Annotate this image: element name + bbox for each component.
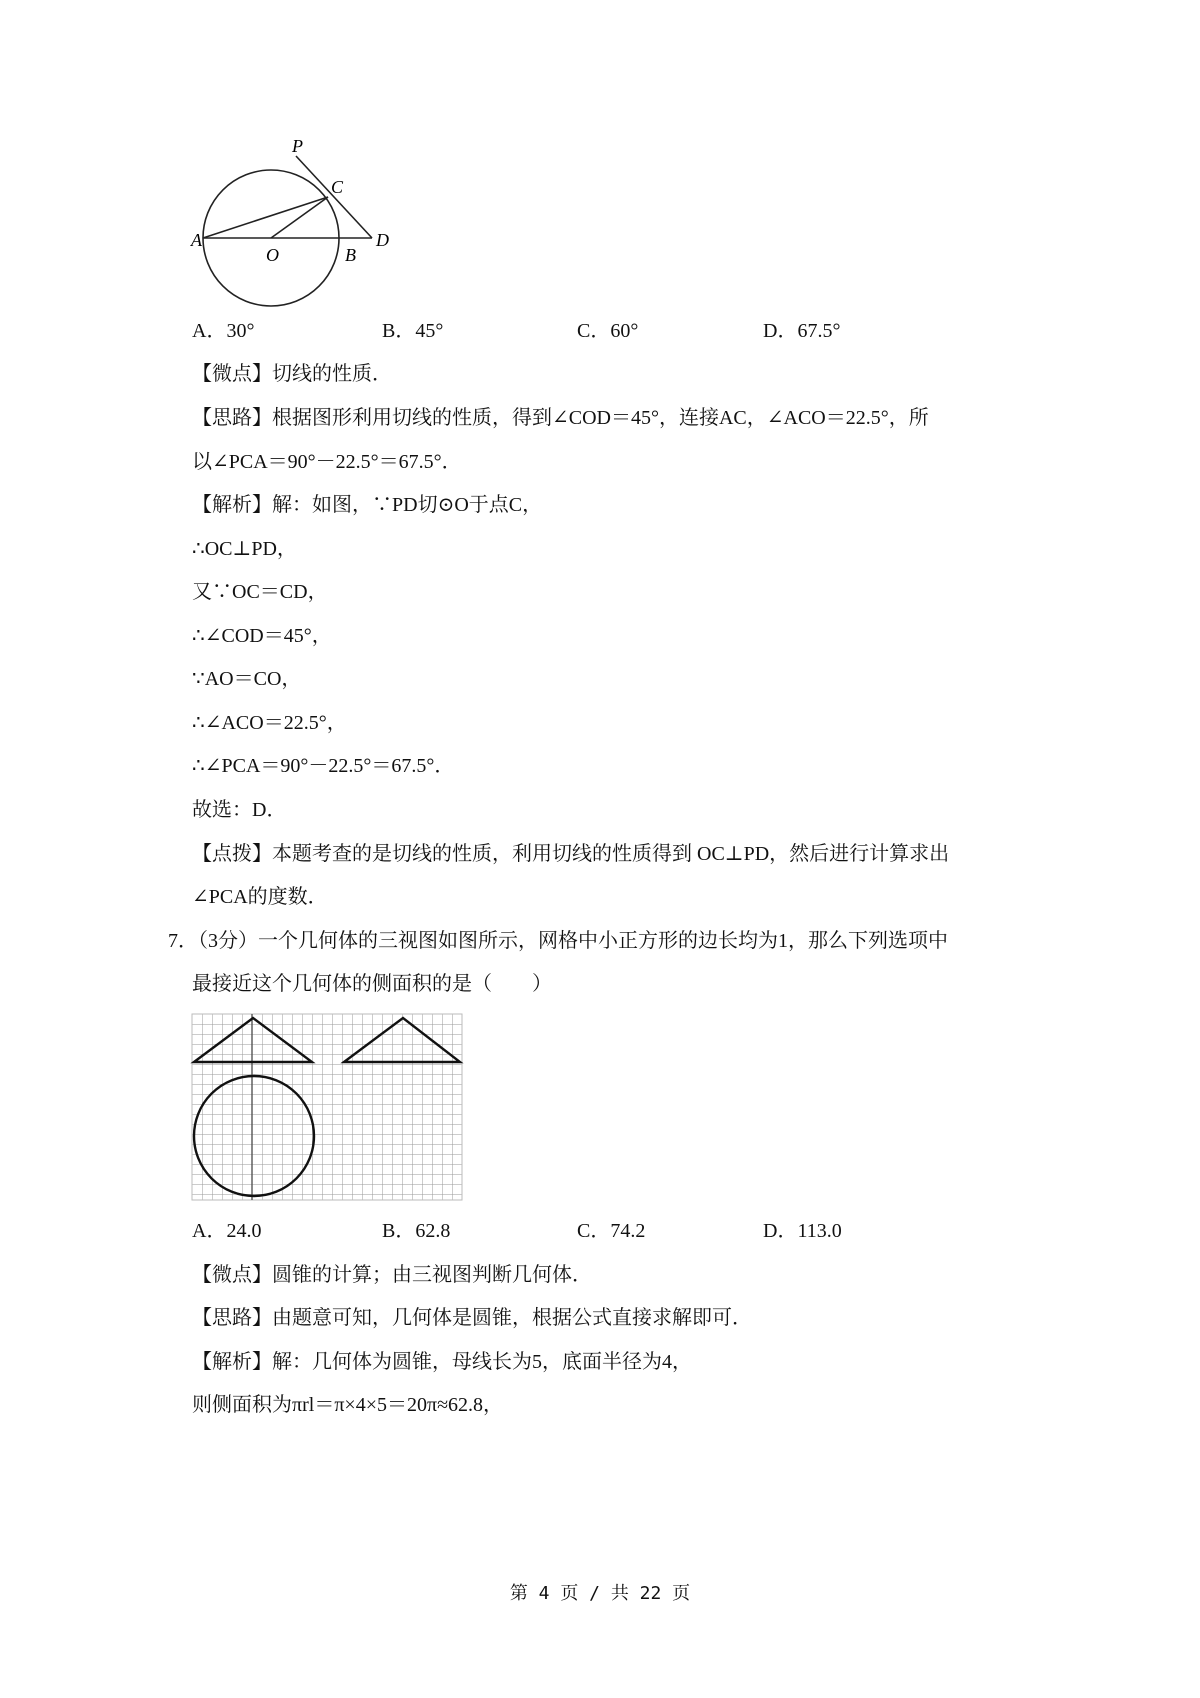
q7-analysis-line2: 则侧面积为πrl＝π×4×5＝20π≈62.8，	[192, 1394, 504, 1416]
q7-stem-line2: 最接近这个几何体的侧面积的是（ ）	[192, 973, 552, 995]
q6-analysis-line: ∵AO＝CO，	[192, 668, 302, 690]
q6-idea-line2: 以∠PCA＝90°－22.5°＝67.5°．	[192, 451, 462, 473]
q6-option-b: B．45°	[382, 320, 444, 342]
label-a: A	[191, 230, 202, 250]
grid-background	[192, 1014, 462, 1200]
label-p: P	[292, 136, 303, 156]
q6-comment-line1: 【点拨】本题考查的是切线的性质，利用切线的性质得到 OC⊥PD，然后进行计算求出	[192, 843, 950, 865]
line-ac	[203, 197, 328, 238]
q7-option-c: C．74.2	[577, 1220, 646, 1242]
page-footer: 第 4 页 / 共 22 页	[509, 1583, 691, 1604]
tangent-pd	[296, 156, 372, 238]
q7-option-d: D．113.0	[763, 1220, 842, 1242]
label-o: O	[266, 245, 279, 265]
q6-answer-line: 故选：D．	[192, 799, 287, 821]
q7-idea: 【思路】由题意可知，几何体是圆锥，根据公式直接求解即可．	[192, 1307, 752, 1329]
q6-analysis-line: 【解析】解：如图，∵PD切⊙O于点C，	[192, 494, 543, 516]
q6-analysis-line: 又∵OC＝CD，	[192, 581, 328, 603]
q6-option-a: A．30°	[192, 320, 255, 342]
q6-analysis-line: ∴∠ACO＝22.5°，	[192, 712, 347, 734]
q6-knowledge-point: 【微点】切线的性质．	[192, 363, 392, 385]
label-d: D	[376, 230, 389, 250]
q6-analysis-line: ∴OC⊥PD，	[192, 538, 297, 560]
circle-tangent-figure	[190, 130, 400, 330]
label-c: C	[331, 177, 344, 197]
q6-option-c: C．60°	[577, 320, 639, 342]
q6-comment-line2: ∠PCA的度数．	[192, 886, 328, 908]
q6-analysis-line: ∴∠COD＝45°，	[192, 625, 332, 647]
q7-stem-line1: 7．（3分）一个几何体的三视图如图所示，网格中小正方形的边长均为1，那么下列选项中	[168, 930, 948, 952]
three-view-grid-figure	[192, 1014, 462, 1200]
q7-analysis-line1: 【解析】解：几何体为圆锥，母线长为5，底面半径为4，	[192, 1351, 692, 1373]
q7-option-a: A．24.0	[192, 1220, 262, 1242]
radius-oc	[271, 197, 328, 238]
label-b: B	[345, 245, 356, 265]
q6-analysis-line: ∴∠PCA＝90°－22.5°＝67.5°．	[192, 755, 455, 777]
q7-knowledge-point: 【微点】圆锥的计算；由三视图判断几何体．	[192, 1264, 592, 1286]
q7-option-b: B．62.8	[382, 1220, 451, 1242]
q6-option-d: D．67.5°	[763, 320, 841, 342]
q6-idea-line1: 【思路】根据图形利用切线的性质，得到∠COD＝45°，连接AC，∠ACO＝22.5°，所	[192, 407, 929, 429]
